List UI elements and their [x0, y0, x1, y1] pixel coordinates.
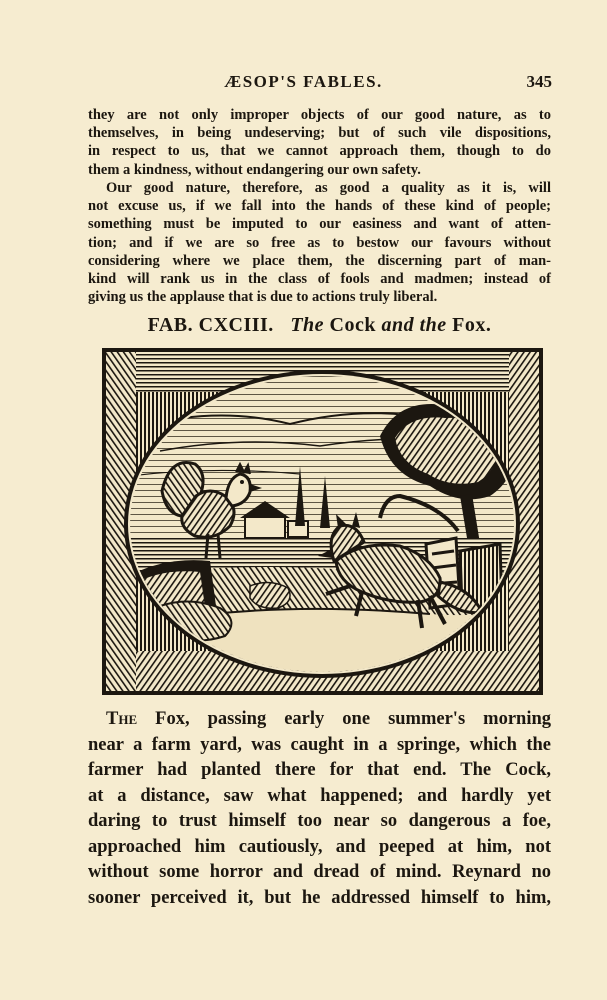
text-line-first [88, 707, 551, 733]
paragraph-1 [88, 106, 551, 179]
fable-title-cock: Cock [329, 314, 376, 336]
text-line: not excuse us, if we fall into the hands of these kind of people; [88, 198, 551, 215]
text-line: they are not only improper objects of our good nature, as to [88, 107, 551, 123]
text-line: without some horror and dread of mind. Reynard no [88, 862, 551, 882]
text-line: tion; and if we are so free as to bestow our favours without [88, 234, 551, 251]
page-number: 345 [526, 72, 552, 91]
running-head [0, 72, 607, 96]
fable-heading [88, 314, 551, 337]
text-line: in respect to us, that we cannot approach them, though to do [88, 143, 551, 160]
text-line: daring to trust himself too near so dangerous a foe, [88, 811, 551, 831]
first-line-text: Fox, passing early one summer's morning [137, 709, 551, 729]
paragraph-3 [88, 707, 551, 911]
text-line: themselves, in being undeserving; but of such vile dispositions, [88, 125, 551, 142]
running-title: ÆSOP'S FABLES. [224, 72, 383, 91]
fable-title-the: The [290, 314, 325, 336]
text-line: kind will rank us in the class of fools and madmen; instead of [88, 271, 551, 288]
text-line: Our good nature, therefore, as good a quality as it is, will [106, 180, 551, 196]
text-line: farmer had planted there for that end. The Cock, [88, 760, 551, 780]
fable-number: FAB. CXCIII. [147, 314, 274, 336]
text-line: something must be imputed to our easiness and want of atten- [88, 216, 551, 233]
text-line: giving us the applause that is due to actions truly liberal. [88, 289, 438, 306]
fable-title-and-the: and the [381, 314, 447, 336]
text-line: considering where we place them, the discerning part of man- [88, 252, 551, 269]
woodcut-illustration [100, 346, 545, 697]
paragraph-2 [88, 179, 551, 306]
text-line: near a farm yard, was caught in a springe, which the [88, 734, 551, 755]
text-line: at a distance, saw what happened; and hardly yet [88, 785, 551, 806]
text-line: approached him cautiously, and peeped at him, not [88, 836, 551, 857]
text-line: sooner perceived it, but he addressed himself to him, [88, 887, 551, 908]
text-line: them a kindness, without endangering our own safety. [88, 161, 421, 178]
drop-word: The [106, 709, 138, 729]
fable-title-fox: Fox. [452, 314, 492, 336]
